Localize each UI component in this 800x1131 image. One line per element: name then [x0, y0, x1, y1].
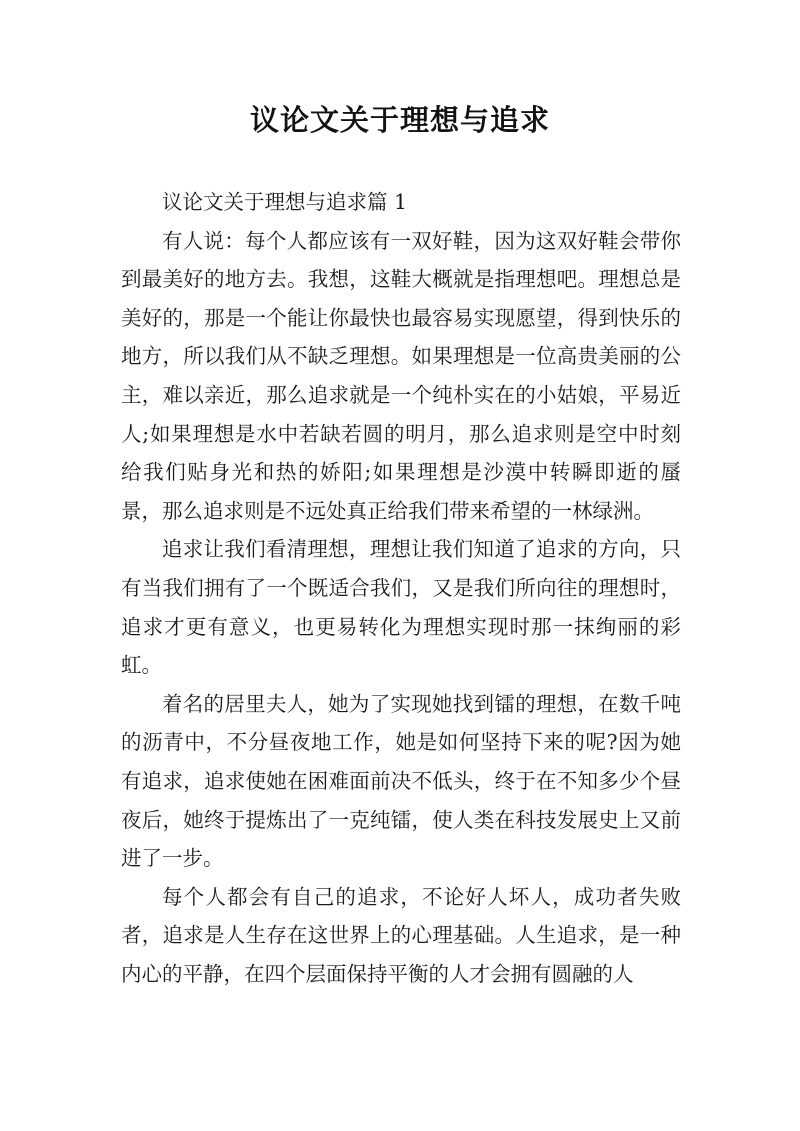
paragraph-4: 每个人都会有自己的追求，不论好人坏人，成功者失败者，追求是人生存在这世界上的心理基础。人生追求，是一种内心的平静，在四个层面保持平衡的人才会拥有圆融的人 — [121, 884, 681, 986]
section-heading: 议论文关于理想与追求篇 1 — [162, 190, 408, 214]
paragraph-3: 着名的居里夫人，她为了实现她找到镭的理想，在数千吨的沥青中，不分昼夜地工作，她是如何坚持下来的呢?因为她有追求，追求使她在困难面前决不低头，终于在不知多少个昼夜后，她终于提炼出了一克纯镭，使人类在科技发展史上又前进了一步。 — [121, 691, 681, 871]
paragraph-2: 追求让我们看清理想，理想让我们知道了追求的方向，只有当我们拥有了一个既适合我们，又是我们所向往的理想时，追求才更有意义，也更易转化为理想实现时那一抹绚丽的彩虹。 — [121, 537, 681, 678]
document-body — [121, 183, 681, 993]
document-title: 议论文关于理想与追求 — [249, 103, 550, 137]
paragraph-1: 有人说：每个人都应该有一双好鞋，因为这双好鞋会带你到最美好的地方去。我想，这鞋大概就是指理想吧。理想总是美好的，那是一个能让你最快也最容易实现愿望，得到快乐的地方，所以我们从不缺乏理想。如果理想是一位高贵美丽的公主，难以亲近，那么追求就是一个纯朴实在的小姑娘，平易近人;如果理想是水中若缺若圆的明月，那么追求则是空中时刻给我们贴身光和热的娇阳;如果理想是沙漠中转瞬即逝的蜃景，那么追求则是不远处真正给我们带来希望的一林绿洲。 — [121, 228, 681, 523]
